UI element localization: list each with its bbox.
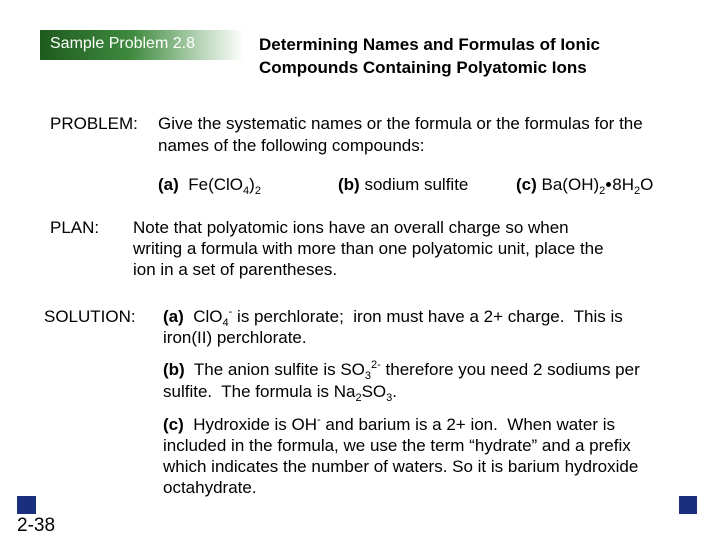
solution-b-line-1: [163, 359, 640, 380]
footer-left-square: [17, 496, 36, 514]
solution-b-label: (b): [163, 360, 185, 379]
page-number: 2-38: [17, 515, 56, 536]
item-b-text: sodium sulfite: [364, 175, 469, 194]
problem-item-a: [158, 174, 261, 195]
plan-line-3: ion in a set of parentheses.: [133, 260, 338, 279]
footer-right-square: [679, 496, 697, 514]
dot-symbol: [606, 182, 611, 187]
solution-c-line-4: octahydrate.: [163, 478, 257, 497]
item-b-label: (b): [338, 175, 360, 194]
problem-label: PROBLEM:: [50, 114, 138, 133]
solution-b-text-1: The anion sulfite is $SO_3^{2-}$ therefore you need 2 sodiums per: [193, 359, 640, 382]
solution-b-line-2: sulfite. The formula is $Na_2SO_3$.: [163, 382, 397, 404]
solution-a-line-1: [163, 306, 623, 327]
solution-c-text-1: Hydroxide is OH- and barium is a 2+ ion. When water is: [193, 414, 616, 434]
title-line-2: Compounds Containing Polyatomic Ions: [259, 58, 587, 77]
solution-c-line-2: included in the formula, we use the term “hydrate” and a prefix: [163, 436, 631, 455]
problem-item-b: [338, 174, 468, 195]
solution-a-label: (a): [163, 307, 184, 326]
problem-line-2: names of the following compounds:: [158, 136, 425, 155]
solution-a-line-2: iron(II) perchlorate.: [163, 328, 307, 347]
problem-line-1: Give the systematic names or the formula or the formulas for the: [158, 114, 643, 133]
plan-line-2: writing a formula with more than one polyatomic unit, place the: [133, 239, 604, 258]
solution-c-label: (c): [163, 415, 184, 434]
solution-c-line-3: which indicates the number of waters. So it is barium hydroxide: [163, 457, 639, 476]
solution-a-text-1: ClO$_4$- is perchlorate; iron must have a 2+ charge. This is: [193, 306, 623, 329]
item-c-label: (c): [516, 175, 537, 194]
sample-problem-tag: Sample Problem 2.8: [50, 35, 195, 52]
item-a-formula: $Fe(ClO_4)_2$: [188, 175, 261, 197]
problem-item-c: [516, 174, 653, 195]
item-a-label: (a): [158, 175, 179, 194]
solution-c-line-1: [163, 414, 615, 435]
plan-label: PLAN:: [50, 218, 100, 237]
plan-line-1: Note that polyatomic ions have an overall charge so when: [133, 218, 569, 237]
item-c-formula: $Ba(OH)_2$ $8H_2O$: [541, 175, 654, 197]
title-line-1: Determining Names and Formulas of Ionic: [259, 35, 601, 54]
solution-label: SOLUTION:: [44, 307, 136, 326]
